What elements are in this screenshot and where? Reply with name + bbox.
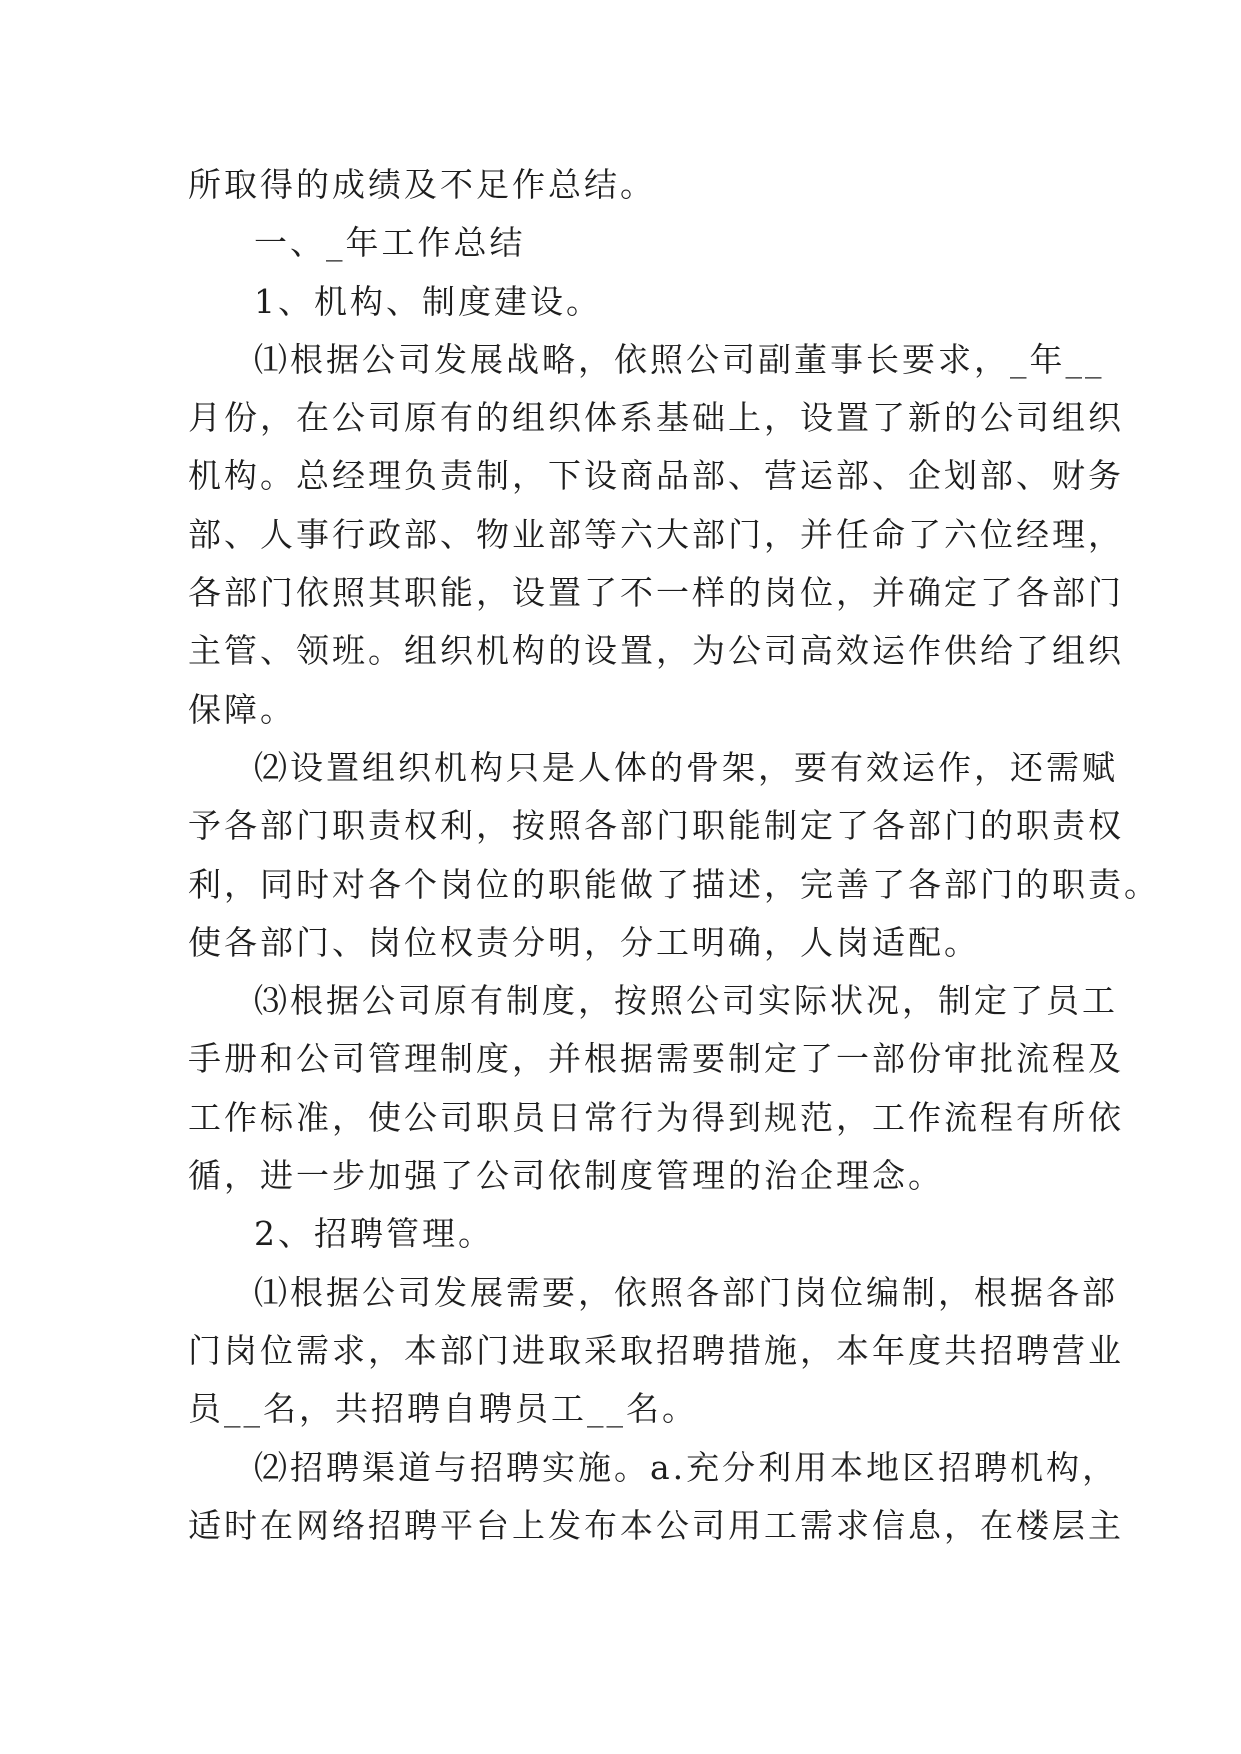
text-line: 利，同时对各个岗位的职能做了描述，完善了各部门的职责。 [188,864,1160,904]
text-line: 手册和公司管理制度，并根据需要制定了一部份审批流程及 [188,1039,1124,1079]
text-line: 使各部门、岗位权责分明，分工明确，人岗适配。 [188,922,980,962]
text-line: 员__名，共招聘自聘员工__名。 [188,1389,698,1429]
text-line: 主管、领班。组织机构的设置，为公司高效运作供给了组织 [188,631,1124,671]
subsection-heading: 1、机构、制度建设。 [254,281,602,321]
text-line: ⑵设置组织机构只是人体的骨架，要有效运作，还需赋 [254,747,1118,787]
text-line: 机构。总经理负责制，下设商品部、营运部、企划部、财务 [188,456,1124,496]
text-line: 适时在网络招聘平台上发布本公司用工需求信息，在楼层主 [188,1505,1124,1545]
text-line: 所取得的成绩及不足作总结。 [188,165,656,204]
section-heading: 一、_年工作总结 [254,223,526,263]
document-body [188,156,1160,1555]
text-line: 门岗位需求，本部门进取采取招聘措施，本年度共招聘营业 [188,1330,1124,1370]
subsection-heading: 2、招聘管理。 [254,1214,494,1254]
text-line: 各部门依照其职能，设置了不一样的岗位，并确定了各部门 [188,573,1124,613]
text-line: 工作标准，使公司职员日常行为得到规范，工作流程有所依 [188,1097,1124,1137]
text-line: ⑵招聘渠道与招聘实施。a.充分利用本地区招聘机构， [254,1447,1119,1487]
text-line: ⑴根据公司发展战略，依照公司副董事长要求，_年__ [254,339,1105,379]
text-line: ⑴根据公司发展需要，依照各部门岗位编制，根据各部 [254,1272,1118,1312]
text-line: 保障。 [188,689,296,729]
text-line: 循，进一步加强了公司依制度管理的治企理念。 [188,1156,944,1196]
text-line: 部、人事行政部、物业部等六大部门，并任命了六位经理， [188,514,1124,554]
text-line: ⑶根据公司原有制度，按照公司实际状况，制定了员工 [254,981,1118,1021]
text-line: 月份，在公司原有的组织体系基础上，设置了新的公司组织 [188,398,1124,438]
text-line: 予各部门职责权利，按照各部门职能制定了各部门的职责权 [188,806,1124,846]
